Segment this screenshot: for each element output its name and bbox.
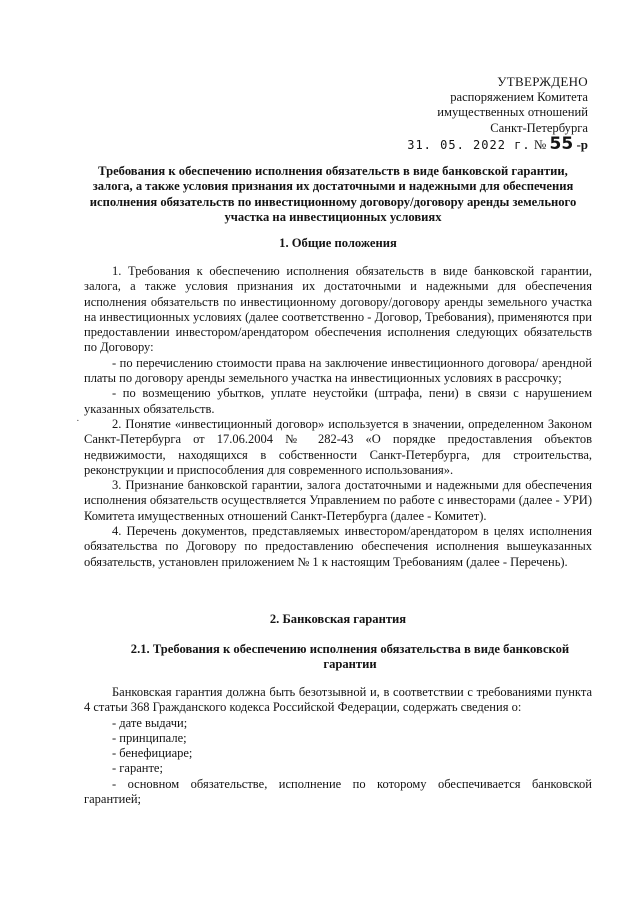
paragraph: 3. Признание банковской гарантии, залога достаточными и надежными для обеспечения исполнения обязательств осуществляется Управлением по работе с инвесторами (далее - УРИ) Комитета имущественных отношений Санкт-Петербурга (далее - Комитет). bbox=[84, 478, 592, 523]
paragraph: 1. Требования к обеспечению исполнения обязательств в виде банковской гарантии, залога, а также условия признания их достаточными и надежными для обеспечения исполнения обязательств по инвестиционному договору/договору аренды земельного участка на инвестиционных условиях (далее соответственно - Договор, Требования), применяются при предоставлении инвестором/арендатором обеспечения исполнения следующих обязательств по Договору: bbox=[84, 264, 592, 355]
approval-number-prefix: № bbox=[533, 137, 547, 152]
paragraph: Банковская гарантия должна быть безотзывной и, в соответствии с требованиями пункта 4 статьи 368 Гражданского кодекса Российской Федерации, содержать сведения о: bbox=[84, 685, 592, 715]
list-item: - основном обязательстве, исполнение по которому обеспечивается банковской гарантией; bbox=[84, 776, 592, 807]
approval-date: 31. 05. 2022 г. bbox=[407, 138, 531, 152]
approval-stamp-block bbox=[348, 74, 588, 154]
list-item: - бенефициаре; bbox=[112, 746, 193, 761]
list-item: - дате выдачи; bbox=[112, 715, 188, 730]
approval-line-3: Санкт-Петербурга bbox=[490, 120, 588, 135]
section-1-body bbox=[84, 264, 592, 570]
margin-mark: · bbox=[76, 415, 80, 427]
approval-number: 55 bbox=[549, 134, 574, 154]
section-2-1-body bbox=[84, 685, 592, 807]
document-title: Требования к обеспечению исполнения обязательств в виде банковской гарантии, залога, а также условия признания их достаточными и надежными для обеспечения исполнения обязательств по инвестиционному договору/договору аренды земельного участка на инвестиционных условиях bbox=[89, 164, 577, 224]
section-1-heading: 1. Общие положения bbox=[279, 236, 397, 250]
list-item: - гаранте; bbox=[112, 761, 163, 776]
section-2-1-heading: 2.1. Требования к обеспечению исполнения обязательства в виде банковской гарантии bbox=[130, 642, 570, 672]
section-2-heading: 2. Банковская гарантия bbox=[269, 612, 407, 626]
approval-line-1: распоряжением Комитета bbox=[450, 89, 588, 104]
paragraph: - по перечислению стоимости права на заключение инвестиционного договора/ арендной платы по договору аренды земельного участка на инвестиционных условиях в рассрочку; bbox=[84, 355, 592, 386]
approval-number-suffix: -р bbox=[576, 137, 588, 152]
approval-line-2: имущественных отношений bbox=[437, 105, 588, 119]
list-item: - принципале; bbox=[112, 730, 187, 745]
approval-date-number bbox=[348, 134, 588, 154]
paragraph: - по возмещению убытков, уплате неустойки (штрафа, пени) в связи с нарушением указанных обязательств. bbox=[84, 386, 592, 416]
paragraph: 2. Понятие «инвестиционный договор» используется в значении, определенном Законом Санкт-Петербурга от 17.06.2004 № 282-43 «О порядке предоставления объектов недвижимости, находящихся в собственности Санкт-Петербурга, для строительства, реконструкции и приспособления для современного использования». bbox=[84, 416, 592, 477]
paragraph: 4. Перечень документов, представляемых инвестором/арендатором в целях исполнения обязательства по Договору по предоставлению обеспечения исполнения вышеуказанных обязательств, установлен приложением № 1 к настоящим Требованиям (далее - Перечень). bbox=[84, 524, 592, 569]
approval-heading: УТВЕРЖДЕНО bbox=[497, 74, 588, 89]
